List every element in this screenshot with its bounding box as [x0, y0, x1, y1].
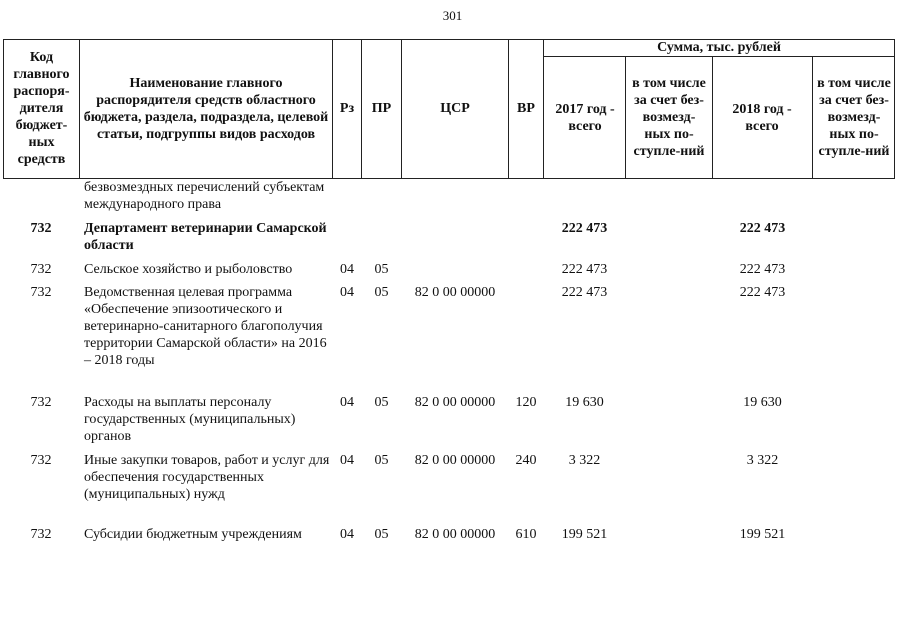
header-vr: ВР: [517, 101, 535, 116]
cell-kod: 732: [30, 262, 52, 277]
cell-name: Сельское хозяйство и рыболовство: [84, 262, 293, 277]
cell-rz: 04: [340, 453, 354, 468]
cell-pr: 05: [374, 262, 389, 277]
cell-csr: 82 0 00 00000: [414, 453, 496, 468]
cell-kod: 732: [30, 453, 52, 468]
page-number: 301: [442, 8, 463, 23]
col-border: [625, 56, 626, 179]
cell-pr: 05: [374, 453, 389, 468]
col-border: [543, 39, 544, 179]
cell-vr: 120: [515, 395, 537, 410]
col-border: [712, 56, 713, 179]
col-border: [894, 39, 895, 179]
header-2018: 2018 год - всего: [732, 101, 792, 134]
cell-name: Ведомственная целевая программа «Обеспечение эпизоотического и ветеринарно-санитарного благополучия территории Самарской области» на 2016 – 2018 годы: [84, 285, 327, 368]
header-summa: Сумма, тыс. рублей: [657, 40, 781, 55]
cell-rz: 04: [340, 285, 354, 300]
header-name: Наименование главного распорядителя средств областного бюджета, раздела, подраздела, целевой статьи, подгруппы видов расходов: [83, 75, 329, 142]
col-border: [79, 39, 80, 179]
header-2017: 2017 год - всего: [555, 101, 615, 134]
cell-2017: 222 473: [561, 285, 608, 300]
cell-2017: 19 630: [565, 395, 604, 410]
cell-pr: 05: [374, 527, 389, 542]
cell-vr: 610: [515, 527, 537, 542]
cell-rz: 04: [340, 527, 354, 542]
header-rz: Рз: [339, 101, 355, 116]
cell-name: Расходы на выплаты персоналу государственных (муниципальных) органов: [84, 395, 296, 444]
header-incl-2017: в том числе за счет без-возмезд-ных по-ступле-ний: [632, 76, 706, 159]
cell-name: Департамент ветеринарии Самарской области: [84, 221, 327, 253]
cell-csr: 82 0 00 00000: [414, 527, 496, 542]
cell-kod: 732: [30, 221, 52, 236]
cell-2017: 222 473: [561, 221, 608, 236]
cell-pr: 05: [374, 395, 389, 410]
continuation-text: безвозмездных перечислений субъектам международного права: [84, 180, 325, 212]
cell-name: Субсидии бюджетным учреждениям: [84, 527, 302, 542]
cell-2018: 19 630: [743, 395, 782, 410]
header-incl-2018: в том числе за счет без-возмезд-ных по-ступле-ний: [817, 76, 891, 159]
cell-vr: 240: [515, 453, 537, 468]
header-csr: ЦСР: [440, 101, 470, 116]
header-kod: Код главного распоря-дителя бюджет-ных средств: [13, 50, 70, 167]
cell-rz: 04: [340, 395, 354, 410]
cell-2018: 222 473: [739, 221, 786, 236]
cell-kod: 732: [30, 527, 52, 542]
cell-2018: 199 521: [739, 527, 786, 542]
col-border: [812, 56, 813, 179]
cell-name: Иные закупки товаров, работ и услуг для обеспечения государственных (муниципальных) нужд: [84, 453, 330, 502]
cell-pr: 05: [374, 285, 389, 300]
cell-kod: 732: [30, 285, 52, 300]
cell-2017: 3 322: [568, 453, 601, 468]
header-pr: ПР: [371, 101, 392, 116]
cell-kod: 732: [30, 395, 52, 410]
cell-2018: 3 322: [746, 453, 779, 468]
table-header: [3, 39, 895, 179]
cell-2017: 199 521: [561, 527, 608, 542]
cell-csr: 82 0 00 00000: [414, 285, 496, 300]
cell-csr: 82 0 00 00000: [414, 395, 496, 410]
cell-rz: 04: [340, 262, 354, 277]
cell-2017: 222 473: [561, 262, 608, 277]
cell-2018: 222 473: [739, 285, 786, 300]
cell-2018: 222 473: [739, 262, 786, 277]
